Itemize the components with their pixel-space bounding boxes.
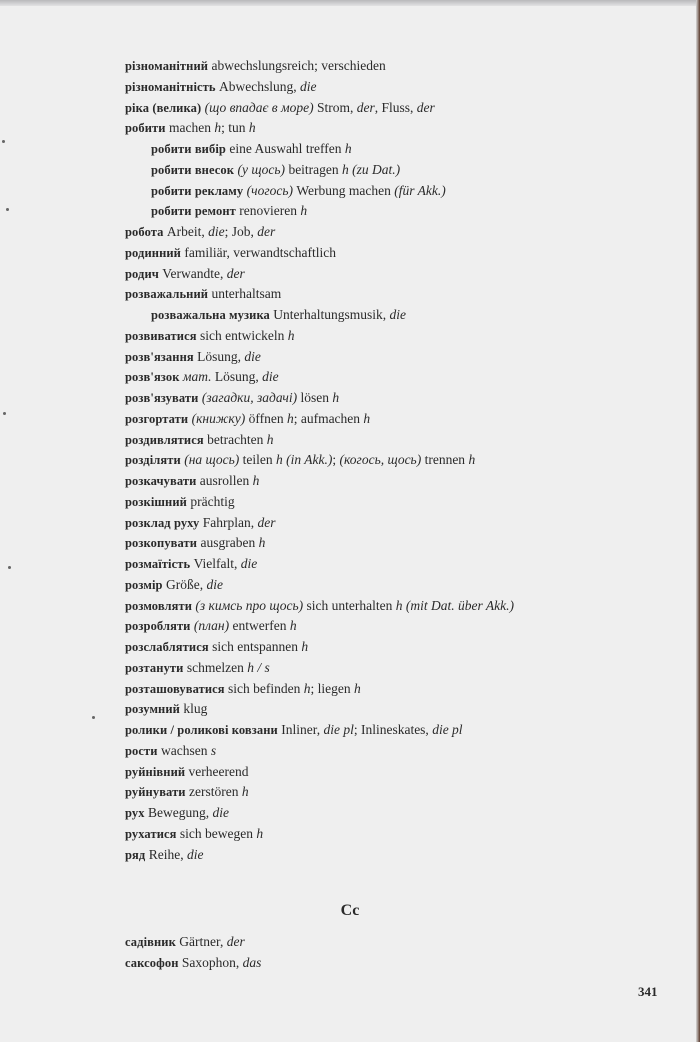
- translation-text: familiär, verwandtschaftlich: [180, 244, 337, 260]
- sub-entry: [125, 305, 665, 326]
- dictionary-entry: [125, 430, 665, 451]
- dictionary-entry: [125, 762, 665, 783]
- grammar-note: h: [286, 410, 294, 426]
- dictionary-entry: [125, 98, 665, 119]
- page-number: 341: [638, 984, 658, 999]
- grammar-note: die pl: [432, 722, 463, 737]
- grammar-note: h: [344, 141, 352, 156]
- grammar-note: der: [226, 265, 245, 281]
- headword: роздивлятися: [125, 432, 204, 447]
- headword: руйнувати: [125, 785, 186, 800]
- translation-text: Unterhaltungsmusik,: [269, 307, 390, 322]
- dictionary-entry: [125, 575, 665, 596]
- sub-entry: [125, 181, 665, 202]
- grammar-note: h: [258, 535, 266, 551]
- entry-list-r: [125, 56, 665, 865]
- dictionary-entry: [125, 118, 665, 139]
- grammar-note: der: [416, 99, 435, 115]
- dictionary-entry: [125, 596, 665, 617]
- headword: розташовуватися: [125, 681, 225, 696]
- translation-text: schmelzen: [183, 659, 248, 675]
- grammar-note: (книжку): [191, 410, 246, 426]
- grammar-note: h: [395, 597, 403, 613]
- dictionary-entry: [125, 803, 665, 824]
- translation-text: ; Inlineskates,: [353, 722, 433, 737]
- translation-text: betrachten: [203, 431, 267, 447]
- grammar-note: h: [266, 431, 274, 447]
- dictionary-entry: [125, 720, 665, 741]
- dictionary-entry: [125, 637, 665, 658]
- grammar-note: (загадки, задачі): [201, 390, 298, 405]
- grammar-note: h: [303, 680, 311, 696]
- dictionary-entry: [125, 658, 665, 679]
- translation-text: Reihe,: [145, 846, 187, 862]
- grammar-note: (mit Dat. über Akk.): [405, 597, 514, 613]
- scan-speck: [6, 208, 9, 211]
- grammar-note: der: [356, 99, 375, 115]
- headword: родич: [125, 266, 159, 281]
- translation-text: abwechslungsreich; verschieden: [208, 58, 386, 73]
- sub-entry: [125, 160, 665, 181]
- grammar-note: (на щось): [184, 452, 240, 468]
- grammar-note: h: [287, 327, 295, 343]
- translation-text: teilen: [239, 452, 277, 468]
- grammar-note: h: [342, 161, 349, 177]
- grammar-note: h: [301, 639, 309, 654]
- dictionary-entry: [125, 56, 665, 77]
- translation-text: , Fluss,: [374, 99, 417, 115]
- headword: розумний: [125, 702, 180, 717]
- scan-right-edge: [696, 0, 700, 1042]
- headword: розвиватися: [125, 328, 197, 343]
- grammar-note: мат.: [182, 369, 212, 385]
- dictionary-entry: [125, 533, 665, 554]
- grammar-note: (für Akk.): [394, 182, 446, 198]
- scan-speck: [92, 716, 95, 719]
- scan-top-edge: [0, 0, 700, 6]
- headword: садівник: [125, 935, 176, 949]
- translation-text: Werbung machen: [292, 182, 395, 198]
- translation-text: ; aufmachen: [293, 410, 364, 426]
- dictionary-entry: [125, 492, 665, 513]
- headword: розважальна музика: [151, 308, 270, 322]
- dictionary-entry: [125, 347, 665, 368]
- headword: робити рекламу: [151, 183, 244, 198]
- headword: робити ремонт: [151, 204, 236, 219]
- translation-text: Verwandte,: [158, 265, 227, 281]
- translation-text: Größe,: [162, 576, 207, 592]
- headword: розгортати: [125, 411, 189, 426]
- dictionary-entry: [125, 953, 665, 974]
- dictionary-entry: [125, 616, 665, 637]
- grammar-note: h: [248, 120, 256, 136]
- translation-text: Gärtner,: [175, 934, 227, 949]
- translation-text: lösen: [297, 390, 333, 405]
- translation-text: sich befinden: [224, 680, 304, 696]
- translation-text: Strom,: [313, 99, 357, 115]
- headword: різноманітний: [125, 59, 209, 73]
- headword: розмовляти: [125, 598, 193, 613]
- grammar-note: der: [226, 934, 245, 949]
- grammar-note: h: [252, 473, 260, 488]
- grammar-note: (чогось): [246, 182, 293, 198]
- grammar-note: h: [276, 452, 283, 468]
- sub-entry: [125, 139, 665, 160]
- dictionary-entry: [125, 782, 665, 803]
- dictionary-entry: [125, 513, 665, 534]
- headword: розробляти: [125, 619, 191, 634]
- grammar-note: die: [212, 805, 229, 820]
- dictionary-entry: [125, 450, 665, 471]
- grammar-note: (zu Dat.): [352, 161, 401, 177]
- dictionary-entry: [125, 367, 665, 388]
- scan-speck: [3, 412, 6, 415]
- grammar-note: h: [332, 390, 340, 405]
- translation-text: ausrollen: [196, 473, 253, 488]
- translation-text: sich entwickeln: [196, 327, 288, 343]
- translation-text: unterhaltsam: [208, 286, 282, 302]
- translation-text: ausgraben: [197, 535, 259, 551]
- translation-text: zerstören: [185, 784, 242, 800]
- dictionary-entry: [125, 243, 665, 264]
- grammar-note: die: [244, 348, 261, 364]
- translation-text: Saxophon,: [178, 954, 243, 970]
- translation-text: prächtig: [186, 493, 235, 509]
- translation-text: klug: [179, 701, 208, 717]
- grammar-note: die: [206, 576, 223, 592]
- dictionary-entry: [125, 679, 665, 700]
- translation-text: machen: [165, 120, 215, 136]
- headword: розв'язувати: [125, 391, 199, 405]
- translation-text: renovieren: [235, 203, 301, 219]
- scan-speck: [2, 140, 5, 143]
- translation-text: ; liegen: [310, 680, 355, 696]
- headword: руйнівний: [125, 764, 186, 779]
- headword: родинний: [125, 245, 181, 260]
- grammar-note: der: [257, 224, 276, 239]
- translation-text: Abwechslung,: [215, 78, 301, 94]
- headword: розв'язання: [125, 349, 194, 364]
- translation-text: sich entspannen: [208, 639, 302, 654]
- translation-text: trennen: [421, 452, 469, 468]
- headword: розслаблятися: [125, 640, 209, 654]
- section-heading-c: Cc: [340, 902, 360, 919]
- translation-text: Arbeit,: [163, 224, 209, 239]
- grammar-note: (з кимсь про щось): [195, 597, 304, 613]
- translation-text: Fahrplan,: [199, 514, 258, 530]
- grammar-note: h: [256, 825, 264, 841]
- headword: розкачувати: [125, 474, 197, 488]
- grammar-note: h / s: [247, 659, 270, 675]
- headword: розкопувати: [125, 536, 198, 551]
- grammar-note: s: [210, 742, 217, 758]
- entry-list-s: [125, 932, 665, 974]
- grammar-note: h: [300, 203, 308, 219]
- dictionary-entry: [125, 388, 665, 409]
- dictionary-entry: [125, 284, 665, 305]
- translation-text: entwerfen: [229, 618, 290, 634]
- translation-text: Vielfalt,: [190, 556, 241, 571]
- headword: розмаїтість: [125, 557, 191, 571]
- grammar-note: die: [262, 369, 279, 385]
- headword: робити: [125, 121, 166, 136]
- dictionary-entry: [125, 932, 665, 953]
- headword: розмір: [125, 577, 163, 592]
- translation-text: Lösung,: [211, 369, 263, 385]
- dictionary-entry: [125, 222, 665, 243]
- grammar-note: das: [242, 954, 262, 970]
- translation-text: Bewegung,: [144, 805, 213, 820]
- grammar-note: h: [468, 452, 476, 468]
- headword: робити вибір: [151, 142, 226, 156]
- headword: саксофон: [125, 955, 179, 970]
- translation-text: öffnen: [245, 410, 287, 426]
- translation-text: Inliner,: [277, 722, 324, 737]
- translation-text: sich bewegen: [176, 825, 257, 841]
- dictionary-entry: [125, 741, 665, 762]
- dictionary-entry: [125, 824, 665, 845]
- dictionary-entry: [125, 326, 665, 347]
- headword: рости: [125, 743, 158, 758]
- translation-text: sich unterhalten: [303, 597, 396, 613]
- headword: розділяти: [125, 453, 181, 468]
- headword: рух: [125, 806, 145, 820]
- grammar-note: h: [289, 618, 297, 634]
- dictionary-entry: [125, 264, 665, 285]
- headword: ролики / роликові ковзани: [125, 723, 278, 737]
- grammar-note: die: [208, 224, 225, 239]
- dictionary-entry: [125, 77, 665, 98]
- translation-text: eine Auswahl treffen: [225, 141, 345, 156]
- translation-text: wachsen: [157, 742, 211, 758]
- translation-text: beitragen: [285, 161, 343, 177]
- grammar-note: die: [389, 307, 407, 322]
- scan-speck: [8, 566, 11, 569]
- headword: розтанути: [125, 660, 184, 675]
- sub-entry: [125, 201, 665, 222]
- grammar-note: (in Akk.): [286, 452, 333, 468]
- dictionary-entry: [125, 409, 665, 430]
- translation-text: ; tun: [221, 120, 249, 136]
- dictionary-entry: [125, 554, 665, 575]
- grammar-note: (у щось): [237, 161, 286, 177]
- grammar-note: (когось, щось): [339, 452, 422, 468]
- grammar-note: h: [363, 410, 371, 426]
- headword: різноманітність: [125, 79, 216, 94]
- headword: робити внесок: [151, 162, 235, 177]
- grammar-note: die: [240, 556, 258, 571]
- dictionary-entry: [125, 699, 665, 720]
- grammar-note: h: [214, 120, 222, 136]
- grammar-note: h: [241, 784, 249, 800]
- grammar-note: die: [186, 846, 204, 862]
- dictionary-entry: [125, 471, 665, 492]
- headword: рухатися: [125, 826, 177, 841]
- headword: розв'язок: [125, 370, 180, 385]
- translation-text: ;: [332, 452, 340, 468]
- translation-text: ; Job,: [224, 224, 258, 239]
- grammar-note: die: [300, 78, 317, 94]
- headword: розклад руху: [125, 515, 200, 530]
- translation-text: Lösung,: [193, 348, 245, 364]
- grammar-note: (план): [193, 618, 230, 634]
- grammar-note: der: [257, 514, 276, 530]
- headword: ряд: [125, 847, 146, 862]
- grammar-note: die pl: [323, 722, 354, 737]
- grammar-note: h: [354, 680, 361, 696]
- translation-text: verheerend: [185, 763, 249, 779]
- headword: розкішний: [125, 494, 187, 509]
- headword: ріка (велика): [125, 100, 202, 115]
- dictionary-entry: [125, 845, 665, 866]
- grammar-note: (що впадає в море): [204, 99, 314, 115]
- headword: робота: [125, 225, 164, 239]
- headword: розважальний: [125, 287, 209, 302]
